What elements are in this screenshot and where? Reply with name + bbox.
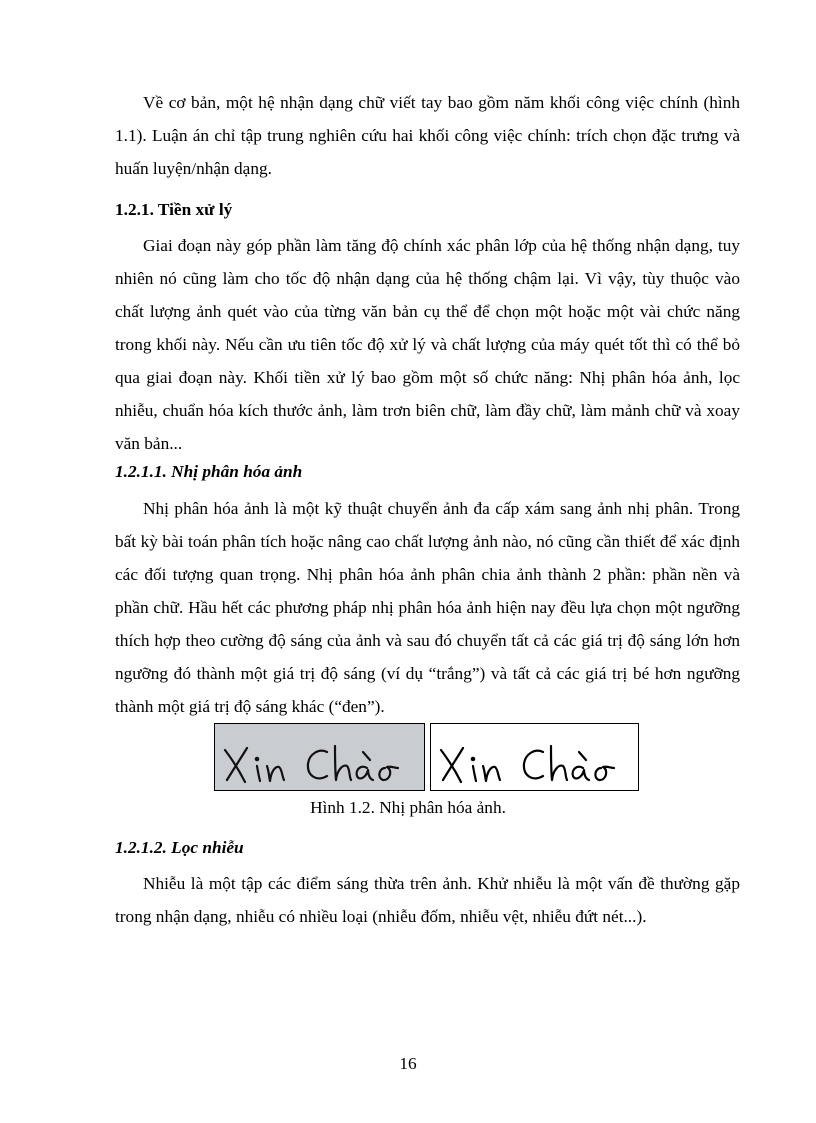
grayscale-handwriting-image bbox=[214, 723, 425, 791]
figure-caption: Hình 1.2. Nhị phân hóa ảnh. bbox=[310, 798, 506, 817]
noise-paragraph: Nhiễu là một tập các điểm sáng thừa trên ảnh. Khử nhiễu là một vấn đề thường gặp trong nhận dạng, nhiễu có nhiều loại (nhiễu đốm, nhiễu vệt, nhiễu đứt nét...). bbox=[115, 874, 740, 926]
section-heading-1-2-1-2: 1.2.1.2. Lọc nhiễu bbox=[115, 838, 244, 857]
page-number: 16 bbox=[399, 1054, 417, 1073]
figure-binarization bbox=[214, 723, 640, 791]
preprocess-paragraph: Giai đoạn này góp phần làm tăng độ chính xác phân lớp của hệ thống nhận dạng, tuy nhiên nó cũng làm cho tốc độ nhận dạng của hệ thống chậm lại. Vì vậy, tùy thuộc vào chất lượng ảnh quét vào của từng văn bản cụ thể để chọn một hoặc một vài chức năng trong khối này. Nếu cần ưu tiên tốc độ xử lý và chất lượng của máy quét tốt thì có thể bỏ qua giai đoạn này. Khối tiền xử lý bao gồm một số chức năng: Nhị phân hóa ảnh, lọc nhiễu, chuẩn hóa kích thước ảnh, làm trơn biên chữ, làm đầy chữ, làm mảnh chữ và xoay văn bản... bbox=[115, 236, 740, 453]
section-heading-1-2-1-1: 1.2.1.1. Nhị phân hóa ảnh bbox=[115, 462, 303, 481]
intro-paragraph: Về cơ bản, một hệ nhận dạng chữ viết tay bao gồm năm khối công việc chính (hình 1.1). Luận án chỉ tập trung nghiên cứu hai khối công việc chính: trích chọn đặc trưng và huấn luyện/nhận dạng. bbox=[115, 93, 740, 178]
binary-handwriting-image bbox=[430, 723, 639, 791]
section-heading-1-2-1: 1.2.1. Tiền xử lý bbox=[115, 200, 233, 219]
binarization-paragraph: Nhị phân hóa ảnh là một kỹ thuật chuyển ảnh đa cấp xám sang ảnh nhị phân. Trong bất kỳ bài toán phân tích hoặc nâng cao chất lượng ảnh nào, nó cũng cần thiết để xác định các đối tượng quan trọng. Nhị phân hóa ảnh phân chia ảnh thành 2 phần: phần nền và phần chữ. Hầu hết các phương pháp nhị phân hóa ảnh hiện nay đều lựa chọn một ngưỡng thích hợp theo cường độ sáng của ảnh và sau đó chuyển tất cả các giá trị độ sáng lớn hơn ngưỡng đó thành một giá trị độ sáng (ví dụ “trắng”) và tất cả các giá trị bé hơn ngưỡng thành một giá trị độ sáng khác (“đen”). bbox=[115, 499, 740, 716]
